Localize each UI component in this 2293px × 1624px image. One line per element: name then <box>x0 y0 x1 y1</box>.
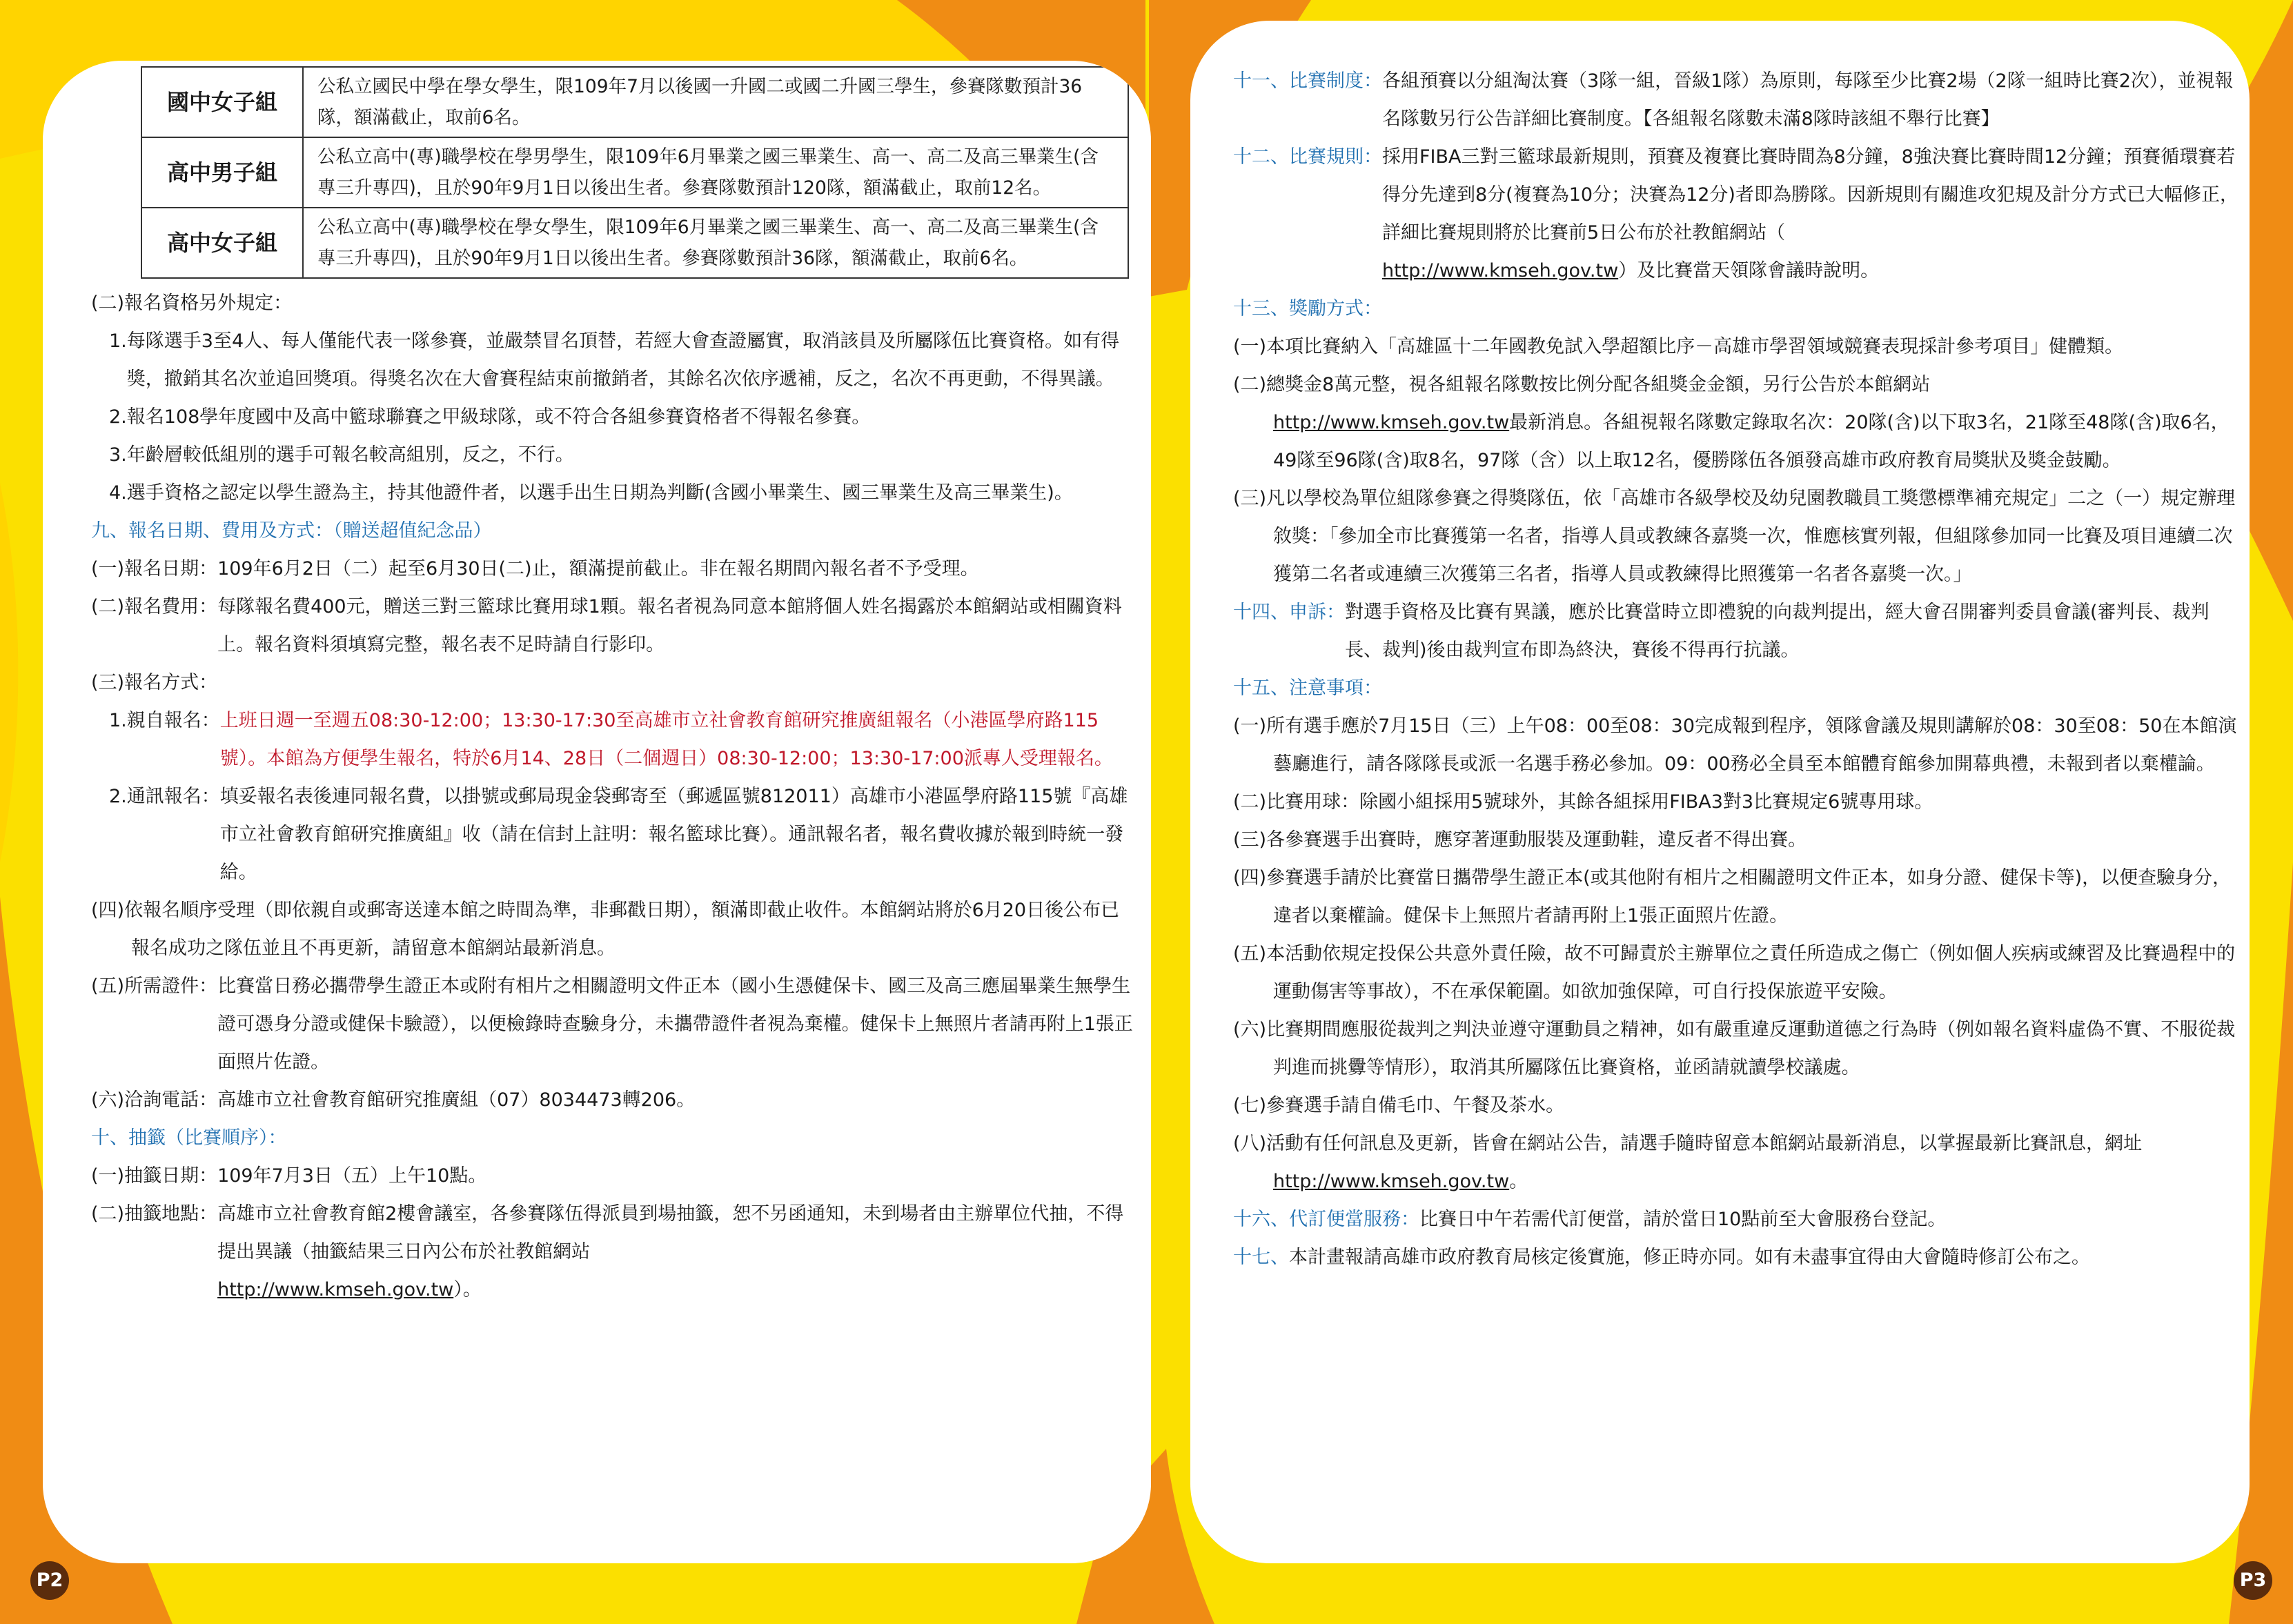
registration-method-title: (三)報名方式： <box>91 672 218 693</box>
page-number-badge: P2 <box>30 1561 69 1600</box>
section-14-text: 對選手資格及比賽有異議，應於比賽當時立即禮貌的向裁判提出，經大會召開審判委員會議(審判長、裁判長、裁判)後由裁判宣布即為終決，賽後不得再行抗議。 <box>1345 602 2210 661</box>
draw-location-text: 高雄市立社會教育館2樓會議室，各參賽隊伍得派員到場抽籤，恕不另函通知，未到場者由主辦單位代抽，不得提出異議（抽籤結果三日內公布於社教館網站 <box>217 1203 1124 1262</box>
section-17-heading: 十七、 <box>1233 1247 1289 1268</box>
section-16-text: 比賽日中午若需代訂便當，請於當日10點前至大會服務台登記。 <box>1419 1209 1947 1230</box>
item-text: 年齡層較低組別的選手可報名較高組別，反之，不行。 <box>126 444 574 466</box>
draw-location-tail: ）。 <box>453 1279 482 1300</box>
item-number: 3. <box>109 444 127 466</box>
group-desc-cell: 公私立國民中學在學女學生，限109年7月以後國一升國二或國二升國三學生，參賽隊數預計36隊，額滿截止，取前6名。 <box>303 67 1128 137</box>
field-label: 1.親自報名： <box>109 710 220 731</box>
table-row <box>141 208 1128 278</box>
website-link[interactable]: http://www.kmseh.gov.tw <box>1273 412 1510 433</box>
award-item: (三)凡以學校為單位組隊參賽之得獎隊伍，依「高雄市各級學校及幼兒園教職員工獎懲標準補充規定」二之（一）規定辦理敘獎：「參加全市比賽獲第一名者，指導人員或教練各嘉獎一次，惟應核實列報，但組隊參加同一比賽及項目連續二次獲第二名者或連續三次獲第三名者，指導人員或教練得比照獲第一名者各嘉獎一次。」 <box>1233 488 2236 585</box>
section-11-text: 各組預賽以分組淘汰賽（3隊一組，晉級1隊）為原則，每隊至少比賽2場（2隊一組時比賽2次），並視報名隊數另行公告詳細比賽制度。【各組報名隊數未滿8隊時該組不舉行比賽】 <box>1382 70 2234 130</box>
registration-fee <box>91 588 1133 664</box>
section-9-heading: 九、報名日期、費用及方式：（贈送超值紀念品） <box>91 520 492 542</box>
notice-item: (四)參賽選手請於比賽當日攜帶學生證正本(或其他附有相片之相關證明文件正本，如身分證、健保卡等)，以便查驗身分，違者以棄權論。健保卡上無照片者請再附上1張正面照片佐證。 <box>1233 867 2232 927</box>
draw-date: (一)抽籤日期：109年7月3日（五）上午10點。 <box>91 1165 487 1187</box>
section-13-heading: 十三、獎勵方式： <box>1233 298 1382 319</box>
notice-tail: 。 <box>1509 1171 1528 1192</box>
section-17-text: 本計畫報請高雄市政府教育局核定後實施，修正時亦同。如有未盡事宜得由大會隨時修訂公布之。 <box>1289 1247 2090 1268</box>
notice-item: (六)比賽期間應服從裁判之判決並遵守運動員之精神，如有嚴重違反運動道德之行為時（例如報名資料虛偽不實、不服從裁判進而挑釁等情形），取消其所屬隊伍比賽資格，並函請就讀學校議處。 <box>1233 1019 2236 1078</box>
field-label: (五)所需證件： <box>91 976 218 997</box>
field-label: (一)報名日期： <box>91 558 218 580</box>
table-row <box>141 137 1128 208</box>
lunch-service <box>1233 1200 2239 1238</box>
eligibility-table <box>141 66 1129 279</box>
required-documents <box>91 967 1133 1081</box>
appeal <box>1233 593 2239 669</box>
rules-tail: ）及比賽當天領隊會議時說明。 <box>1618 260 1880 281</box>
competition-system <box>1233 62 2239 138</box>
notice-text: (八)活動有任何訊息及更新，皆會在網站公告，請選手隨時留意本館網站最新消息，以掌握最新比賽訊息，網址 <box>1233 1133 2143 1154</box>
registration-order: (四)依報名順序受理（即依親自或郵寄送達本館之時間為準，非郵戳日期），額滿即截止收件。本館網站將於6月20日後公布已報名成功之隊伍並且不再更新，請留意本館網站最新消息。 <box>91 900 1120 959</box>
award-item <box>1233 366 2239 479</box>
section-10-heading: 十、抽籤（比賽順序）： <box>91 1127 287 1149</box>
notice-item: (二)比賽用球：除國小組採用5號球外，其餘各組採用FIBA3對3比賽規定6號專用球。 <box>1233 791 1933 813</box>
section-15-heading: 十五、注意事項： <box>1233 677 1382 699</box>
notice-item: (三)各參賽選手出賽時，應穿著運動服裝及運動鞋，違反者不得出賽。 <box>1233 829 1807 851</box>
table-row <box>141 67 1128 137</box>
field-label: (二)抽籤地點： <box>91 1203 218 1225</box>
field-text: 每隊報名費400元，贈送三對三籃球比賽用球1顆。報名者視為同意本館將個人姓名揭露於本館網站或相關資料上。報名資料須填寫完整，報名表不足時請自行影印。 <box>217 596 1122 655</box>
list-item <box>91 436 1133 474</box>
list-item <box>91 322 1133 398</box>
group-cell: 國中女子組 <box>141 67 303 137</box>
section-11-heading: 十一、比賽制度： <box>1233 70 1382 92</box>
page-number-badge: P3 <box>2234 1561 2272 1600</box>
in-person-registration <box>91 702 1133 778</box>
notice-item: (一)所有選手應於7月15日（三）上午08：00至08：30完成報到程序，領隊會議及規則講解於08：30至08：50在本館演藝廳進行，請各隊隊長或派一名選手務必參加。09：00務必全員至本館體育館參加開幕典禮，未報到者以棄權論。 <box>1233 715 2237 775</box>
group-desc-cell: 公私立高中(專)職學校在學女學生，限109年6月畢業之國三畢業生、高一、高二及高三畢業生(含專三升專四)，且於90年9月1日以後出生者。參賽隊數預計36隊，額滿截止，取前6名。 <box>303 208 1128 278</box>
field-label: 2.通訊報名： <box>109 786 220 807</box>
award-item: (一)本項比賽納入「高雄區十二年國教免試入學超額比序－高雄市學習領域競賽表現採計參考項目」健體類。 <box>1233 336 2124 357</box>
notice-item <box>1233 1125 2239 1200</box>
item-text: 報名108學年度國中及高中籃球聯賽之甲級球隊，或不符合各組參賽資格者不得報名參賽。 <box>126 406 871 428</box>
section-16-heading: 十六、代訂便當服務： <box>1233 1209 1419 1230</box>
registration-date <box>91 550 1133 588</box>
right-page-content <box>1233 62 2239 1276</box>
group-cell: 高中男子組 <box>141 137 303 208</box>
notice-item: (五)本活動依規定投保公共意外責任險，故不可歸責於主辦單位之責任所造成之傷亡（例如個人疾病或練習及比賽過程中的運動傷害等事故），不在承保範圍。如欲加強保障，可自行投保旅遊平安險。 <box>1233 943 2236 1002</box>
item-number: 2. <box>109 406 127 428</box>
item-number: 4. <box>109 482 127 504</box>
section-12-text <box>1382 138 2239 290</box>
website-link[interactable]: http://www.kmseh.gov.tw <box>217 1279 454 1300</box>
field-text <box>217 1195 1133 1309</box>
website-link[interactable]: http://www.kmseh.gov.tw <box>1273 1171 1510 1192</box>
rules-text: 採用FIBA三對三籃球最新規則，預賽及複賽比賽時間為8分鐘，8強決賽比賽時間12分鐘；預賽循環賽若得分先達到8分(複賽為10分；決賽為12分)者即為勝隊。因新規則有關進攻犯規及計分方式已大幅修正，詳細比賽規則將於比賽前5日公布於社教館網站（ <box>1382 146 2238 244</box>
field-text: 上班日週一至週五08:30-12:00；13:30-17:30至高雄市立社會教育館研究推廣組報名（小港區學府路115號）。本館為方便學生報名，特於6月14、28日（二個週日）08:30-12:00；13:30-17:00派專人受理報名。 <box>219 710 1113 769</box>
competition-rules <box>1233 138 2239 290</box>
group-cell: 高中女子組 <box>141 208 303 278</box>
list-item <box>91 398 1133 436</box>
field-text: 填妥報名表後連同報名費，以掛號或郵局現金袋郵寄至（郵遞區號812011）高雄市小港區學府路115號『高雄市立社會教育館研究推廣組』收（請在信封上註明：報名籃球比賽）。通訊報名者，報名費收據於報到時統一發給。 <box>219 786 1128 883</box>
left-page-panel <box>43 61 1151 1563</box>
award-text-tail: 最新消息。各組視報名隊數定錄取名次：20隊(含)以下取3名，21隊至48隊(含)取6名，49隊至96隊(含)取8名，97隊（含）以上取12名，優勝隊伍各頒發高雄市政府教育局獎狀及獎金鼓勵。 <box>1273 412 2230 471</box>
award-text: (二)總獎金8萬元整，視各組報名隊數按比例分配各組獎金金額，另行公告於本館網站 <box>1233 374 1931 395</box>
mail-registration <box>91 778 1133 891</box>
field-text: 比賽當日務必攜帶學生證正本或附有相片之相關證明文件正本（國小生憑健保卡、國三及高三應屆畢業生無學生證可憑身分證或健保卡驗證），以便檢錄時查驗身分，未攜帶證件者視為棄權。健保卡上無照片者請再附上1張正面照片佐證。 <box>217 976 1133 1073</box>
field-text: 109年6月2日（二）起至6月30日(二)止，額滿提前截止。非在報名期間內報名者不予受理。 <box>217 558 979 580</box>
final-clause <box>1233 1238 2239 1276</box>
section-12-heading: 十二、比賽規則： <box>1233 146 1382 168</box>
item-text: 選手資格之認定以學生證為主，持其他證件者，以選手出生日期為判斷(含國小畢業生、國三畢業生及高三畢業生)。 <box>126 482 1073 504</box>
notice-item: (七)參賽選手請自備毛巾、午餐及茶水。 <box>1233 1095 1565 1116</box>
section-14-heading: 十四、申訴： <box>1233 602 1345 623</box>
item-text: 每隊選手3至4人、每人僅能代表一隊參賽，並嚴禁冒名頂替，若經大會查證屬實，取消該員及所屬隊伍比賽資格。如有得獎，撤銷其名次並追回獎項。得獎名次在大會賽程結束前撤銷者，其餘名次依序遞補，反之，名次不再更動，不得異議。 <box>126 330 1120 390</box>
website-link[interactable]: http://www.kmseh.gov.tw <box>1382 260 1619 281</box>
contact-phone: (六)洽詢電話：高雄市立社會教育館研究推廣組（07）8034473轉206。 <box>91 1089 696 1111</box>
item-number: 1. <box>109 330 127 352</box>
section-2-title: (二)報名資格另外規定： <box>91 293 293 314</box>
left-page-content <box>91 61 1133 1309</box>
draw-location <box>91 1195 1133 1309</box>
group-desc-cell: 公私立高中(專)職學校在學男學生，限109年6月畢業之國三畢業生、高一、高二及高三畢業生(含專三升專四)，且於90年9月1日以後出生者。參賽隊數預計120隊，額滿截止，取前12名。 <box>303 137 1128 208</box>
right-page-panel <box>1190 21 2250 1563</box>
list-item <box>91 474 1133 512</box>
field-label: (二)報名費用： <box>91 596 218 617</box>
